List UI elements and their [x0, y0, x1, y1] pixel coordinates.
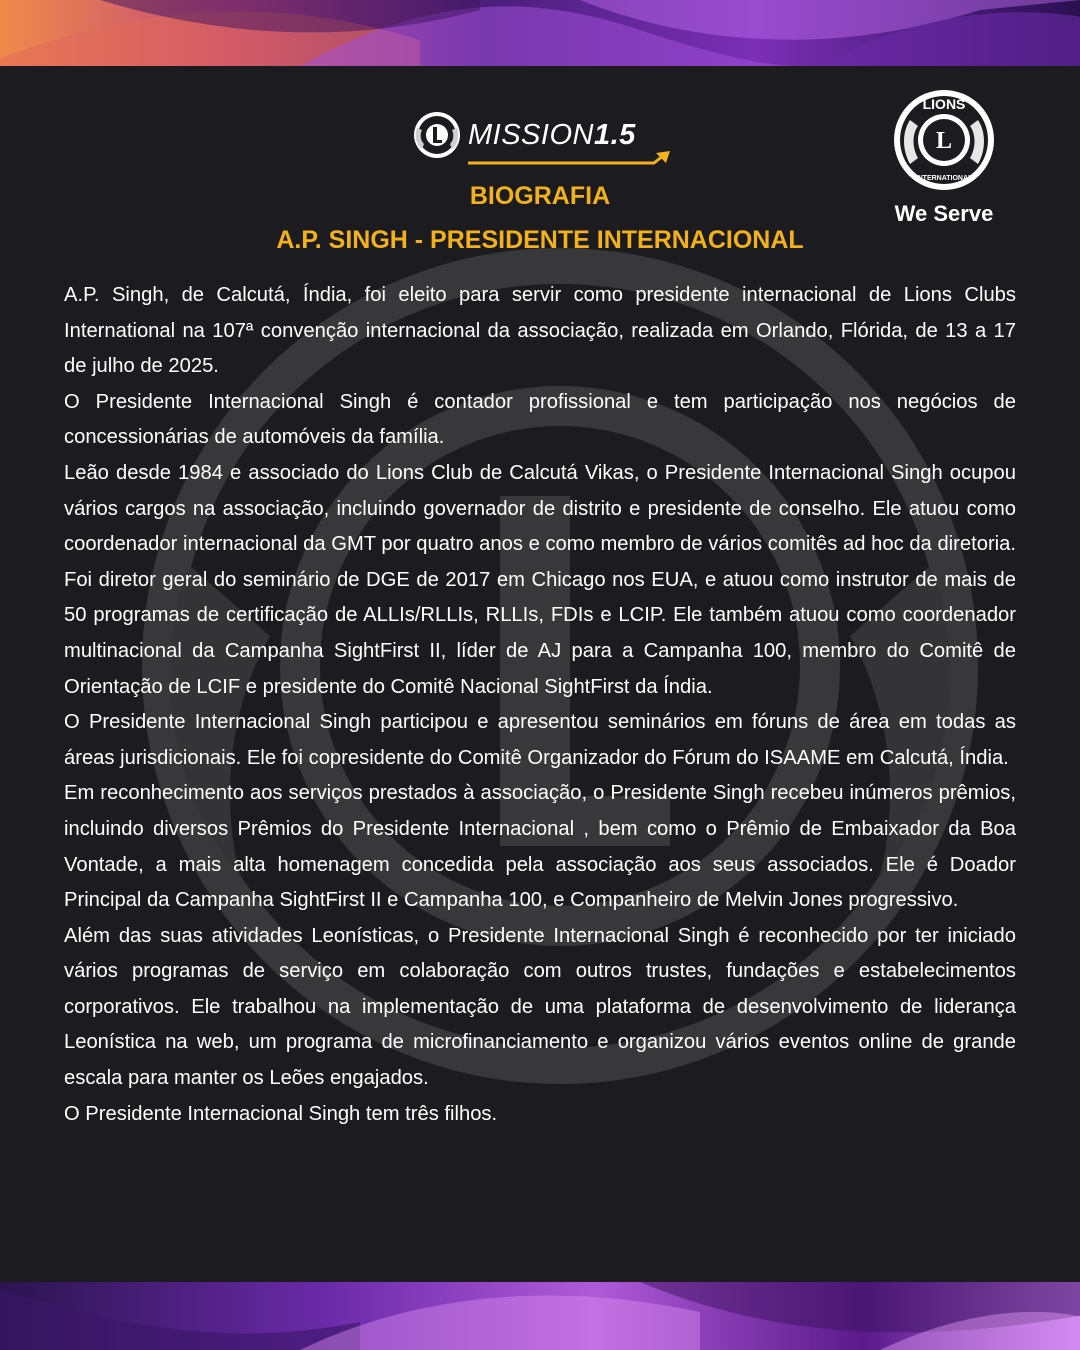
bottom-swirl-graphic — [0, 1282, 1080, 1350]
biography-panel — [0, 66, 1080, 1282]
paragraph-4: O Presidente Internacional Singh participou e apresentou seminários em fóruns de área em todas as áreas jurisdicionais. Ele foi copresidente do Comitê Organizador do Fórum do ISAAME em Calcutá, Índia. — [64, 711, 1016, 769]
mission-number: 1.5 — [593, 118, 636, 151]
mission-wordmark — [468, 118, 636, 151]
paragraph-2: O Presidente Internacional Singh é contador profissional e tem participação nos negócios de concessionárias de automóveis da família. — [64, 390, 1016, 449]
page-subtitle: A.P. SINGH - PRESIDENTE INTERNACIONAL — [276, 226, 804, 254]
paragraph-3: Leão desde 1984 e associado do Lions Club de Calcutá Vikas, o Presidente Internacional Singh ocupou vários cargos na associação, incluindo governador de distrito e presidente de conselho. Ele atuou como coordenador internacional da GMT por quatro anos e como membro de vários comitês ad hoc da diretoria. Foi diretor geral do seminário de DGE de 2017 em Chicago nos EUA, e atuou como instrutor de mais de 50 programas de certificação de ALLIs/RLLIs, RLLIs, FDIs e LCIP. Ele também atuou como coordenador multinacional da Campanha SightFirst II, líder de AJ para a Campanha 100, membro do Comitê de Orientação de LCIF e presidente do Comitê Nacional SightFirst da Índia. — [64, 461, 1016, 698]
top-decorative-band — [0, 0, 1080, 66]
biography-body — [64, 278, 1016, 1132]
paragraph-6: Além das suas atividades Leonísticas, o Presidente Internacional Singh é reconhecido por ter iniciado vários programas de serviço em colaboração com outros trustes, fundações e estabelecimentos corporativos. Ele trabalhou na implementação de uma plataforma de desenvolvimento de liderança Leonística na web, um programa de microfinanciamento e organizou vários eventos online de grande escala para manter os Leões engajados. — [64, 924, 1016, 1090]
paragraph-5: Em reconhecimento aos serviços prestados à associação, o Presidente Singh recebeu inúmeros prêmios, incluindo diversos Prêmios do Presidente Internacional , bem como o Prêmio de Embaixador da Boa Vontade, a mais alta homenagem concedida pela associação aos seus associados. Ele é Doador Principal da Campanha SightFirst II e Campanha 100, e Companheiro de Melvin Jones progressivo. — [64, 782, 1016, 912]
mission-word: MISSION — [468, 118, 594, 151]
page-title: BIOGRAFIA — [469, 182, 611, 210]
lions-emblem-icon — [412, 110, 462, 160]
emblem-bottom-text: INTERNATIONAL — [915, 175, 973, 182]
we-serve-tagline: We Serve — [894, 201, 994, 226]
paragraph-7: O Presidente Internacional Singh tem três filhos. — [64, 1102, 498, 1125]
bottom-decorative-band — [0, 1282, 1080, 1350]
lions-international-emblem-icon — [888, 86, 1000, 194]
emblem-top-text: LIONS — [922, 96, 966, 112]
emblem-letter: L — [935, 128, 953, 154]
mission-arrow-icon — [468, 151, 678, 167]
top-swirl-graphic — [0, 0, 1080, 66]
paragraph-1: A.P. Singh, de Calcutá, Índia, foi eleito para servir como presidente internacional de Lions Clubs International na 107ª convenção internacional da associação, realizada em Orlando, Flórida, de 13 a 17 de julho de 2025. — [64, 284, 1016, 378]
mission-logo — [412, 110, 636, 160]
